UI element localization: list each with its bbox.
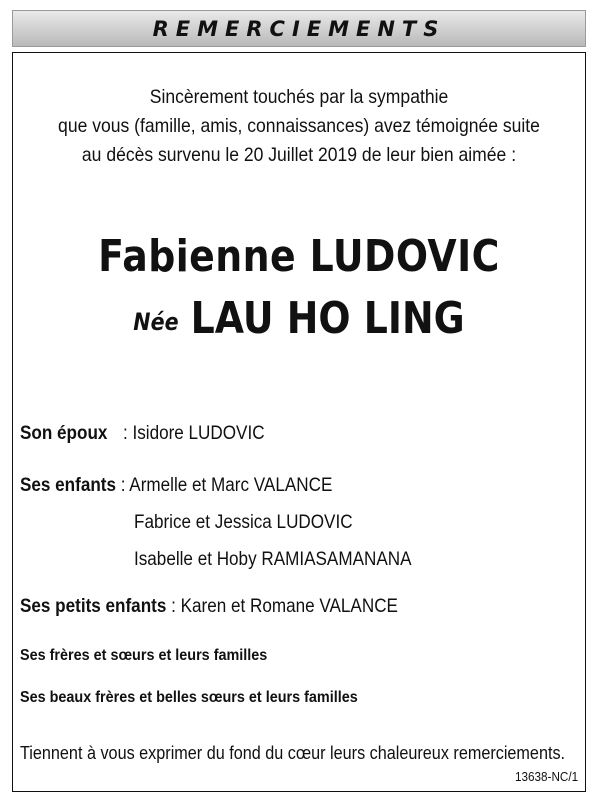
header-banner <box>12 10 586 47</box>
notice-frame <box>12 52 586 792</box>
intro-text <box>42 83 557 170</box>
spouse-value: : Isidore LUDOVIC <box>122 423 265 444</box>
child-3: Isabelle et Hoby RAMIASAMANANA <box>134 549 412 570</box>
deceased-name: Fabienne LUDOVIC <box>98 231 500 282</box>
grandchildren-label: Ses petits enfants <box>20 596 167 617</box>
child-2: Fabrice et Jessica LUDOVIC <box>134 512 353 533</box>
nee-label: Née <box>133 308 179 336</box>
closing-text: Tiennent à vous exprimer du fond du cœur leurs chaleureux remerciements. <box>20 743 566 763</box>
spouse-line <box>20 423 265 445</box>
reference-code: 13638-NC/1 <box>514 769 578 784</box>
header-title: REMERCIEMENTS <box>152 16 446 41</box>
in-laws-line: Ses beaux frères et belles sœurs et leurs familles <box>20 689 358 706</box>
intro-line-2: que vous (famille, amis, connaissances) avez témoignée suite <box>58 115 540 137</box>
children-label: Ses enfants <box>20 475 116 496</box>
intro-line-1: Sincèrement touchés par la sympathie <box>149 86 449 108</box>
children-line <box>20 475 332 497</box>
siblings-line: Ses frères et sœurs et leurs familles <box>20 647 268 664</box>
maiden-name: LAU HO LING <box>190 293 465 344</box>
maiden-name-line <box>53 293 545 344</box>
grandchildren-line <box>20 596 398 618</box>
children-separator: : <box>120 475 126 496</box>
grandchildren-value: : Karen et Romane VALANCE <box>171 596 398 617</box>
spouse-label: Son époux <box>20 423 108 444</box>
intro-line-3: au décès survenu le 20 Juillet 2019 de leur bien aimée : <box>81 144 517 166</box>
child-1: Armelle et Marc VALANCE <box>129 475 333 496</box>
